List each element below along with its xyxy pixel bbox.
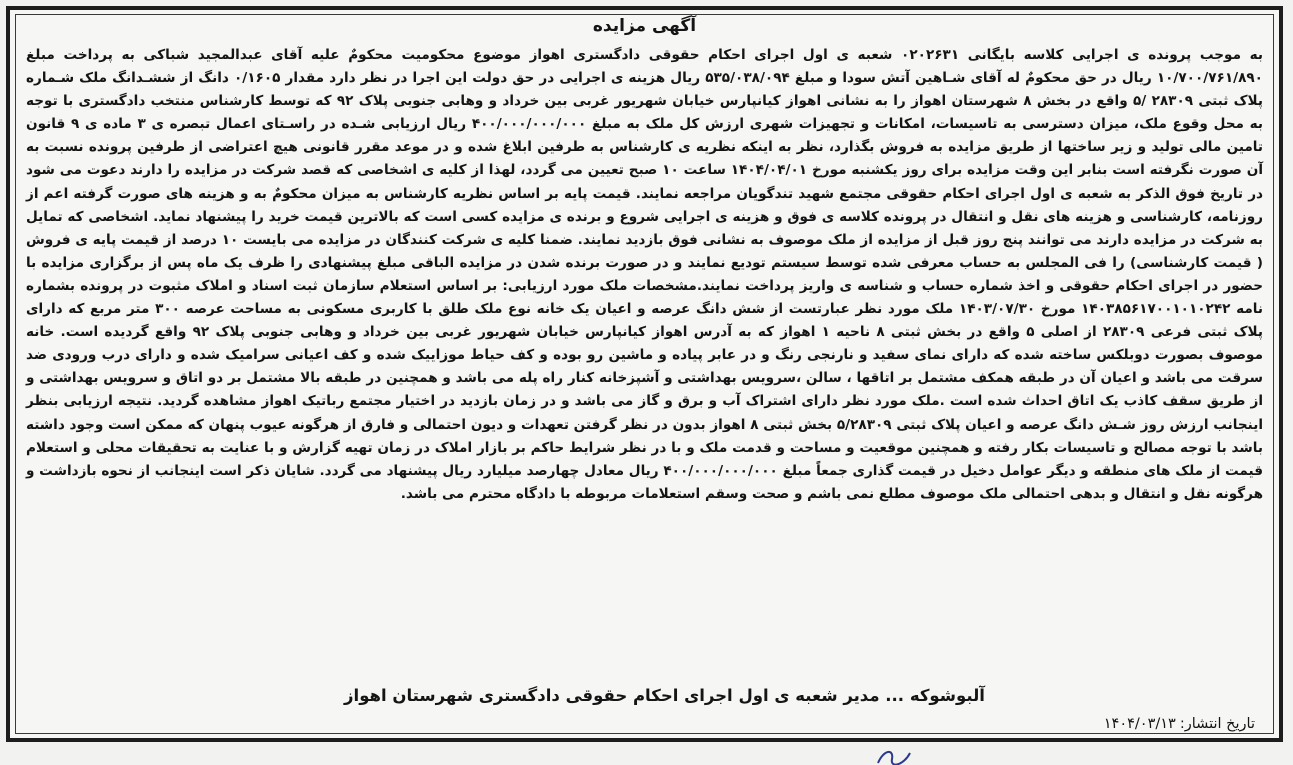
notice-body: به موجب پرونده ی اجرایی کلاسه بایگانی ۰۲۰۲۶۳۱ شعبه ی اول اجرای احکام حقوقی دادگستری اهواز موضوع محکومیت محکومٌ علیه آقای عبدالمجید شباکی به پرداخت مبلغ ۱۰/۷۰۰/۷۶۱/۸۹۰ ریال در حق محکومٌ له آقای شـاهین آتش سودا و مبلغ ۵۳۵/۰۳۸/۰۹۴ ریال هزینه ی اجرایی در حق دولت این اجرا در نظر دارد مقدار ۰/۱۶۰۵ دانگ از ششـدانگ ملک شـماره پلاک ثبتی ۲۸۳۰۹ /۵ واقع در بخش ۸ شهرستان اهواز را به نشانی اهواز کیانپارس خیابان شهریور غربی بین خرداد و وهابی جنوبی پلاک ۹۲ که توسط کارشناس منتخب دادگستری با توجه به محل وقوع ملک، میزان دسترسی به تاسیسات، امکانات و تجهیزات شهری ارزش کل ملک به مبلغ ۴۰۰/۰۰۰/۰۰۰/۰۰۰ ریال ارزیابی شـده در راسـتای اعمال تبصره ی ۳ ماده ی ۹ قانون تامین مالی تولید و زیر ساختها از طریق مزایده به فروش بگذارد، نظر به اینکه نظریه ی کارشناس به طرفین ابلاغ شده و در موعد مقرر قانونی هیچ اعتراضی از طرفین پرونده نسبت به آن صورت نگرفته است بنابر این وقت مزایده برای روز یکشنبه مورخ ۱۴۰۴/۰۴/۰۱ ساعت ۱۰ صبح تعیین می گردد، لهذا از کلیه ی اشخاصی که قصد شرکت در مزایده را دارند دعوت می شود در تاریخ فوق الذکر به شعبه ی اول اجرای احکام حقوقی مجتمع شهید تندگویان مراجعه نمایند. قیمت پایه بر اساس نظریه کارشناس به میزان محکومٌ به و هزینه های صورت گرفته اعم از روزنامه، کارشناسی و هزینه های نقل و انتقال در پرونده کلاسه ی فوق و هزینه ی اجرایی شروع و برنده ی مزایده کسی است که بالاترین قیمت خرید را پیشنهاد نماید. اشخاصی که تمایل به شرکت در مزایده دارند می توانند پنج روز قبل از مزایده از ملک موصوف به نشانی فوق بازدید نمایند. ضمنا کلیه ی شرکت کنندگان در مزایده می بایست ۱۰ درصد از قیمت پایه ی فروش ( قیمت کارشناسی) را فی المجلس به حساب معرفی شده توسط سیستم تودیع نمایند و در صورت برنده شدن در مزایده الباقی مبلغ پیشنهادی را ظرف یک ماه پس از برگزاری مزایده با حضور در اجرای احکام حقوقی و اخذ شماره حساب و شناسه ی واریز پرداخت نمایند.مشخصات ملک مورد ارزیابی: بر اساس استعلام سازمان ثبت اسناد و املاک مثبوت در پرونده بشماره نامه ۱۴۰۳۸۵۶۱۷۰۰۱۰۱۰۲۴۲ مورخ ۱۴۰۳/۰۷/۳۰ ملک مورد نظر عبارتست از شش دانگ عرصه و اعیان یک خانه نوع ملک طلق با کاربری مسکونی به مساحت عرصه ۳۰۰ متر مربع که دارای پلاک ثبتی فرعی ۲۸۳۰۹ از اصلی ۵ واقع در بخش ثبتی ۸ ناحیه ۱ اهواز که به آدرس اهواز کیانپارس خیابان شهریور غربی بین خرداد و وهابی جنوبی پلاک ۹۲ واقع گردیده است. خانه موصوف بصورت دوبلکس ساخته شده که دارای نمای سفید و نارنجی رنگ و در عابر پیاده و ماشین رو بوده و کف حیاط موزاییک شده و کف اعیانی سرامیک شده و دارای درب ورودی ضد سرقت می باشد و اعیان آن در طبقه همکف مشتمل بر اتاقها ، سالن ،سرویس بهداشتی و آشپزخانه کنار راه پله می باشد و همچنین در طبقه بالا مشتمل بر دو اتاق و سرویس بهداشتی و از طریق سقف کاذب یک اتاق احداث شده است .ملک مورد نظر دارای اشتراک آب و برق و گاز می باشد و در زمان بازدید در اختیار مجتمع رباتیک اهواز مشاهده گردید. نتیجه ارزیابی بنظر اینجانب ارزش روز شـش دانگ عرصه و اعیان پلاک ثبتی ۵/۲۸۳۰۹ بخش ثبتی ۸ اهواز بدون در نظر گرفتن تعهدات و دیون احتمالی و فارق از هرگونه عیوب پنهان که ممکن است وجود داشته باشد با توجه مصالح و تاسیسات بکار رفته و همچنین موقعیت و مساحت و قدمت ملک و با در نظر شرایط حاکم بر بازار املاک در زمان تهیه گزارش و با عنایت به تحقیقات محلی و استعلام قیمت از ملک های منطقه و دیگر عوامل دخیل در قیمت گذاری جمعاً مبلغ ۴۰۰/۰۰۰/۰۰۰/۰۰۰ ریال معادل چهارصد میلیارد ریال پیشنهاد می گردد. شایان ذکر است اینجانب از نحوه بازداشت و هرگونه نقل و انتقال و بدهی احتمالی ملک موصوف مطلع نمی باشم و صحت وسقم استعلامات مربوطه با دادگاه محترم می باشد. [26,47,1264,502]
notice-title: آگهی مزایده [592,16,697,36]
publish-date-line [1100,716,1255,732]
notice-signature: آلبوشوکه ... مدیر شعبه ی اول اجرای احکام حقوقی دادگستری شهرستان اهواز [344,686,985,705]
publish-date-label: تاریخ انتشار: [1179,716,1255,732]
publish-date-value: ۱۴۰۴/۰۳/۱۳ [1103,716,1176,732]
handwritten-mark-icon [870,745,930,765]
notice-frame [6,6,1283,742]
